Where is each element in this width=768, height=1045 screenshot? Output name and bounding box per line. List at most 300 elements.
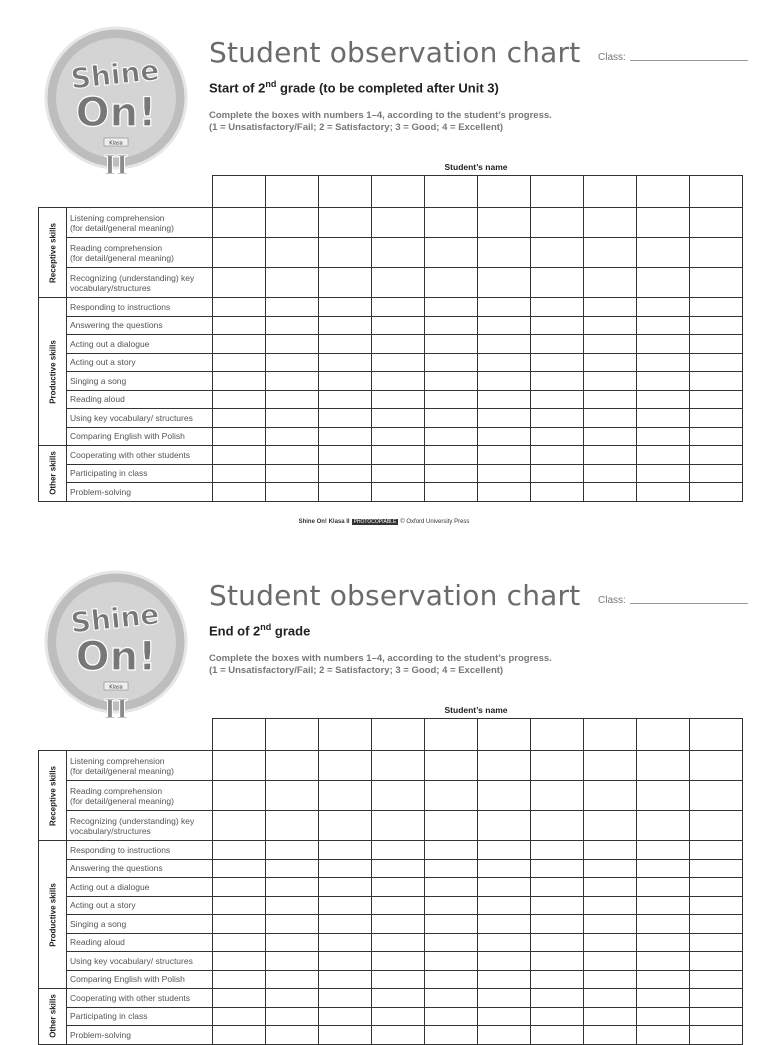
score-cell[interactable] (212, 464, 265, 483)
score-cell[interactable] (583, 353, 636, 372)
score-cell[interactable] (424, 751, 477, 781)
student-name-cell[interactable] (477, 719, 530, 751)
score-cell[interactable] (318, 208, 371, 238)
score-cell[interactable] (530, 335, 583, 354)
score-cell[interactable] (636, 841, 689, 860)
score-cell[interactable] (212, 446, 265, 465)
class-field[interactable] (598, 52, 748, 63)
score-cell[interactable] (530, 970, 583, 989)
score-cell[interactable] (212, 208, 265, 238)
score-cell[interactable] (477, 933, 530, 952)
score-cell[interactable] (477, 915, 530, 934)
score-cell[interactable] (371, 464, 424, 483)
score-cell[interactable] (424, 298, 477, 317)
score-cell[interactable] (265, 446, 318, 465)
score-cell[interactable] (212, 781, 265, 811)
score-cell[interactable] (477, 372, 530, 391)
score-cell[interactable] (530, 316, 583, 335)
score-cell[interactable] (689, 238, 742, 268)
student-name-cell[interactable] (212, 719, 265, 751)
score-cell[interactable] (371, 989, 424, 1008)
student-name-cell[interactable] (318, 719, 371, 751)
score-cell[interactable] (371, 1007, 424, 1026)
score-cell[interactable] (530, 446, 583, 465)
score-cell[interactable] (265, 353, 318, 372)
score-cell[interactable] (371, 372, 424, 391)
score-cell[interactable] (530, 353, 583, 372)
score-cell[interactable] (689, 353, 742, 372)
score-cell[interactable] (530, 238, 583, 268)
score-cell[interactable] (265, 1007, 318, 1026)
score-cell[interactable] (212, 878, 265, 897)
score-cell[interactable] (424, 464, 477, 483)
score-cell[interactable] (530, 409, 583, 428)
score-cell[interactable] (477, 859, 530, 878)
score-cell[interactable] (636, 335, 689, 354)
score-cell[interactable] (689, 390, 742, 409)
student-name-cell[interactable] (265, 719, 318, 751)
score-cell[interactable] (477, 483, 530, 502)
score-cell[interactable] (212, 1007, 265, 1026)
score-cell[interactable] (477, 335, 530, 354)
score-cell[interactable] (318, 751, 371, 781)
score-cell[interactable] (318, 372, 371, 391)
score-cell[interactable] (212, 952, 265, 971)
score-cell[interactable] (265, 316, 318, 335)
student-name-cell[interactable] (371, 719, 424, 751)
score-cell[interactable] (424, 896, 477, 915)
score-cell[interactable] (689, 427, 742, 446)
score-cell[interactable] (583, 811, 636, 841)
score-cell[interactable] (530, 390, 583, 409)
score-cell[interactable] (318, 859, 371, 878)
score-cell[interactable] (212, 970, 265, 989)
score-cell[interactable] (583, 1007, 636, 1026)
score-cell[interactable] (530, 427, 583, 446)
score-cell[interactable] (636, 483, 689, 502)
score-cell[interactable] (371, 952, 424, 971)
score-cell[interactable] (583, 915, 636, 934)
score-cell[interactable] (212, 353, 265, 372)
score-cell[interactable] (424, 989, 477, 1008)
score-cell[interactable] (477, 1007, 530, 1026)
score-cell[interactable] (636, 896, 689, 915)
score-cell[interactable] (424, 878, 477, 897)
score-cell[interactable] (583, 989, 636, 1008)
score-cell[interactable] (371, 781, 424, 811)
score-cell[interactable] (636, 238, 689, 268)
score-cell[interactable] (265, 989, 318, 1008)
score-cell[interactable] (212, 390, 265, 409)
score-cell[interactable] (583, 208, 636, 238)
score-cell[interactable] (318, 896, 371, 915)
score-cell[interactable] (318, 878, 371, 897)
score-cell[interactable] (689, 298, 742, 317)
score-cell[interactable] (583, 878, 636, 897)
score-cell[interactable] (212, 298, 265, 317)
score-cell[interactable] (636, 409, 689, 428)
score-cell[interactable] (318, 238, 371, 268)
score-cell[interactable] (530, 372, 583, 391)
score-cell[interactable] (530, 841, 583, 860)
student-name-cell[interactable] (424, 176, 477, 208)
score-cell[interactable] (583, 390, 636, 409)
score-cell[interactable] (265, 841, 318, 860)
score-cell[interactable] (477, 390, 530, 409)
score-cell[interactable] (265, 915, 318, 934)
score-cell[interactable] (424, 933, 477, 952)
score-cell[interactable] (424, 372, 477, 391)
score-cell[interactable] (265, 409, 318, 428)
score-cell[interactable] (318, 268, 371, 298)
score-cell[interactable] (212, 989, 265, 1008)
score-cell[interactable] (265, 372, 318, 391)
score-cell[interactable] (371, 390, 424, 409)
score-cell[interactable] (689, 372, 742, 391)
student-name-cell[interactable] (689, 176, 742, 208)
score-cell[interactable] (530, 1007, 583, 1026)
score-cell[interactable] (212, 859, 265, 878)
score-cell[interactable] (530, 859, 583, 878)
score-cell[interactable] (265, 751, 318, 781)
score-cell[interactable] (424, 970, 477, 989)
score-cell[interactable] (265, 335, 318, 354)
score-cell[interactable] (318, 335, 371, 354)
score-cell[interactable] (371, 933, 424, 952)
score-cell[interactable] (424, 238, 477, 268)
score-cell[interactable] (689, 933, 742, 952)
score-cell[interactable] (477, 970, 530, 989)
score-cell[interactable] (265, 298, 318, 317)
score-cell[interactable] (636, 298, 689, 317)
score-cell[interactable] (371, 1026, 424, 1045)
score-cell[interactable] (689, 915, 742, 934)
score-cell[interactable] (583, 316, 636, 335)
score-cell[interactable] (689, 841, 742, 860)
score-cell[interactable] (477, 316, 530, 335)
score-cell[interactable] (689, 896, 742, 915)
score-cell[interactable] (424, 446, 477, 465)
score-cell[interactable] (530, 933, 583, 952)
score-cell[interactable] (689, 952, 742, 971)
score-cell[interactable] (530, 989, 583, 1008)
score-cell[interactable] (424, 781, 477, 811)
score-cell[interactable] (318, 933, 371, 952)
score-cell[interactable] (583, 781, 636, 811)
score-cell[interactable] (689, 811, 742, 841)
score-cell[interactable] (424, 859, 477, 878)
score-cell[interactable] (318, 390, 371, 409)
score-cell[interactable] (477, 427, 530, 446)
score-cell[interactable] (689, 335, 742, 354)
score-cell[interactable] (371, 335, 424, 354)
score-cell[interactable] (477, 446, 530, 465)
score-cell[interactable] (212, 372, 265, 391)
score-cell[interactable] (530, 483, 583, 502)
score-cell[interactable] (371, 896, 424, 915)
score-cell[interactable] (477, 208, 530, 238)
score-cell[interactable] (530, 268, 583, 298)
score-cell[interactable] (477, 298, 530, 317)
score-cell[interactable] (583, 1026, 636, 1045)
student-name-cell[interactable] (371, 176, 424, 208)
score-cell[interactable] (689, 208, 742, 238)
score-cell[interactable] (424, 268, 477, 298)
student-name-cell[interactable] (689, 719, 742, 751)
score-cell[interactable] (212, 1026, 265, 1045)
score-cell[interactable] (636, 1026, 689, 1045)
score-cell[interactable] (371, 208, 424, 238)
score-cell[interactable] (371, 751, 424, 781)
score-cell[interactable] (530, 811, 583, 841)
score-cell[interactable] (424, 952, 477, 971)
score-cell[interactable] (318, 464, 371, 483)
score-cell[interactable] (371, 238, 424, 268)
score-cell[interactable] (212, 811, 265, 841)
score-cell[interactable] (212, 483, 265, 502)
score-cell[interactable] (583, 335, 636, 354)
class-line[interactable] (630, 60, 748, 61)
score-cell[interactable] (424, 1007, 477, 1026)
score-cell[interactable] (371, 316, 424, 335)
score-cell[interactable] (636, 878, 689, 897)
score-cell[interactable] (689, 1026, 742, 1045)
score-cell[interactable] (530, 208, 583, 238)
score-cell[interactable] (424, 353, 477, 372)
score-cell[interactable] (583, 483, 636, 502)
score-cell[interactable] (689, 989, 742, 1008)
score-cell[interactable] (689, 878, 742, 897)
score-cell[interactable] (424, 915, 477, 934)
score-cell[interactable] (424, 1026, 477, 1045)
score-cell[interactable] (636, 208, 689, 238)
score-cell[interactable] (212, 751, 265, 781)
score-cell[interactable] (636, 915, 689, 934)
score-cell[interactable] (689, 1007, 742, 1026)
score-cell[interactable] (371, 811, 424, 841)
score-cell[interactable] (530, 896, 583, 915)
score-cell[interactable] (477, 464, 530, 483)
score-cell[interactable] (583, 933, 636, 952)
score-cell[interactable] (530, 781, 583, 811)
score-cell[interactable] (583, 859, 636, 878)
score-cell[interactable] (265, 933, 318, 952)
score-cell[interactable] (583, 464, 636, 483)
score-cell[interactable] (689, 751, 742, 781)
score-cell[interactable] (636, 316, 689, 335)
score-cell[interactable] (371, 268, 424, 298)
score-cell[interactable] (583, 446, 636, 465)
score-cell[interactable] (265, 970, 318, 989)
score-cell[interactable] (689, 859, 742, 878)
score-cell[interactable] (212, 316, 265, 335)
score-cell[interactable] (318, 316, 371, 335)
score-cell[interactable] (318, 781, 371, 811)
score-cell[interactable] (318, 353, 371, 372)
score-cell[interactable] (265, 464, 318, 483)
score-cell[interactable] (689, 970, 742, 989)
score-cell[interactable] (477, 841, 530, 860)
score-cell[interactable] (636, 970, 689, 989)
score-cell[interactable] (636, 933, 689, 952)
score-cell[interactable] (265, 427, 318, 446)
score-cell[interactable] (265, 268, 318, 298)
score-cell[interactable] (636, 427, 689, 446)
score-cell[interactable] (371, 841, 424, 860)
score-cell[interactable] (477, 781, 530, 811)
score-cell[interactable] (212, 409, 265, 428)
score-cell[interactable] (583, 970, 636, 989)
score-cell[interactable] (477, 238, 530, 268)
score-cell[interactable] (265, 811, 318, 841)
score-cell[interactable] (477, 989, 530, 1008)
score-cell[interactable] (424, 208, 477, 238)
score-cell[interactable] (636, 464, 689, 483)
score-cell[interactable] (318, 1007, 371, 1026)
score-cell[interactable] (583, 372, 636, 391)
score-cell[interactable] (318, 446, 371, 465)
score-cell[interactable] (636, 390, 689, 409)
score-cell[interactable] (477, 878, 530, 897)
score-cell[interactable] (265, 896, 318, 915)
score-cell[interactable] (424, 811, 477, 841)
score-cell[interactable] (583, 268, 636, 298)
score-cell[interactable] (212, 841, 265, 860)
score-cell[interactable] (424, 841, 477, 860)
score-cell[interactable] (265, 952, 318, 971)
score-cell[interactable] (689, 781, 742, 811)
score-cell[interactable] (265, 1026, 318, 1045)
score-cell[interactable] (636, 811, 689, 841)
score-cell[interactable] (318, 298, 371, 317)
score-cell[interactable] (477, 952, 530, 971)
score-cell[interactable] (371, 483, 424, 502)
score-cell[interactable] (318, 811, 371, 841)
score-cell[interactable] (318, 483, 371, 502)
student-name-cell[interactable] (318, 176, 371, 208)
score-cell[interactable] (424, 316, 477, 335)
score-cell[interactable] (636, 268, 689, 298)
score-cell[interactable] (636, 751, 689, 781)
score-cell[interactable] (265, 483, 318, 502)
score-cell[interactable] (318, 1026, 371, 1045)
score-cell[interactable] (636, 353, 689, 372)
score-cell[interactable] (371, 409, 424, 428)
score-cell[interactable] (424, 390, 477, 409)
student-name-cell[interactable] (636, 719, 689, 751)
score-cell[interactable] (636, 859, 689, 878)
score-cell[interactable] (477, 751, 530, 781)
score-cell[interactable] (212, 335, 265, 354)
score-cell[interactable] (477, 896, 530, 915)
score-cell[interactable] (530, 464, 583, 483)
score-cell[interactable] (371, 859, 424, 878)
score-cell[interactable] (530, 878, 583, 897)
student-name-cell[interactable] (583, 719, 636, 751)
student-name-cell[interactable] (477, 176, 530, 208)
score-cell[interactable] (530, 952, 583, 971)
score-cell[interactable] (371, 970, 424, 989)
student-name-cell[interactable] (583, 176, 636, 208)
score-cell[interactable] (530, 915, 583, 934)
score-cell[interactable] (265, 781, 318, 811)
student-name-cell[interactable] (424, 719, 477, 751)
score-cell[interactable] (636, 781, 689, 811)
score-cell[interactable] (371, 878, 424, 897)
score-cell[interactable] (212, 933, 265, 952)
score-cell[interactable] (636, 372, 689, 391)
score-cell[interactable] (583, 751, 636, 781)
score-cell[interactable] (212, 238, 265, 268)
score-cell[interactable] (689, 268, 742, 298)
score-cell[interactable] (265, 208, 318, 238)
score-cell[interactable] (477, 268, 530, 298)
score-cell[interactable] (371, 915, 424, 934)
score-cell[interactable] (371, 298, 424, 317)
score-cell[interactable] (530, 1026, 583, 1045)
class-field[interactable] (598, 595, 748, 606)
score-cell[interactable] (689, 316, 742, 335)
score-cell[interactable] (265, 878, 318, 897)
score-cell[interactable] (318, 841, 371, 860)
score-cell[interactable] (636, 1007, 689, 1026)
score-cell[interactable] (318, 989, 371, 1008)
score-cell[interactable] (371, 446, 424, 465)
class-line[interactable] (630, 603, 748, 604)
score-cell[interactable] (477, 409, 530, 428)
score-cell[interactable] (318, 427, 371, 446)
score-cell[interactable] (424, 427, 477, 446)
student-name-cell[interactable] (212, 176, 265, 208)
score-cell[interactable] (371, 353, 424, 372)
score-cell[interactable] (583, 238, 636, 268)
score-cell[interactable] (212, 915, 265, 934)
score-cell[interactable] (318, 952, 371, 971)
score-cell[interactable] (265, 390, 318, 409)
score-cell[interactable] (689, 409, 742, 428)
score-cell[interactable] (583, 896, 636, 915)
student-name-cell[interactable] (530, 176, 583, 208)
score-cell[interactable] (265, 859, 318, 878)
score-cell[interactable] (583, 841, 636, 860)
score-cell[interactable] (583, 952, 636, 971)
score-cell[interactable] (477, 353, 530, 372)
score-cell[interactable] (318, 970, 371, 989)
score-cell[interactable] (212, 268, 265, 298)
score-cell[interactable] (530, 751, 583, 781)
score-cell[interactable] (689, 446, 742, 465)
score-cell[interactable] (583, 427, 636, 446)
score-cell[interactable] (424, 409, 477, 428)
score-cell[interactable] (212, 427, 265, 446)
score-cell[interactable] (477, 811, 530, 841)
score-cell[interactable] (477, 1026, 530, 1045)
score-cell[interactable] (689, 464, 742, 483)
score-cell[interactable] (265, 238, 318, 268)
score-cell[interactable] (583, 409, 636, 428)
score-cell[interactable] (318, 915, 371, 934)
score-cell[interactable] (530, 298, 583, 317)
score-cell[interactable] (636, 952, 689, 971)
score-cell[interactable] (318, 409, 371, 428)
score-cell[interactable] (636, 989, 689, 1008)
score-cell[interactable] (424, 335, 477, 354)
student-name-cell[interactable] (636, 176, 689, 208)
score-cell[interactable] (371, 427, 424, 446)
score-cell[interactable] (424, 483, 477, 502)
score-cell[interactable] (583, 298, 636, 317)
student-name-cell[interactable] (530, 719, 583, 751)
